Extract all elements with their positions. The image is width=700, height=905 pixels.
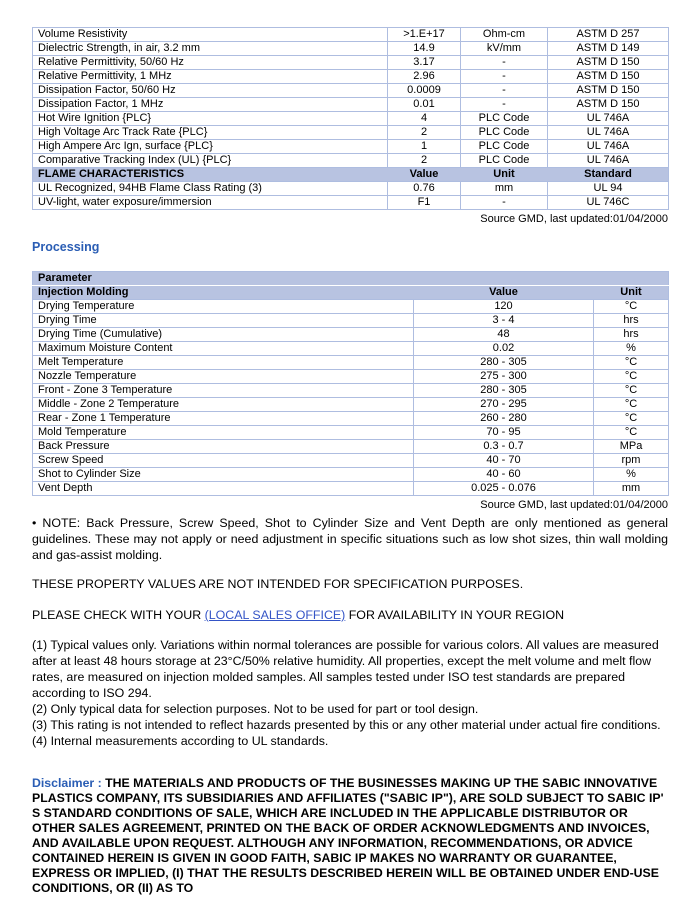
parameter-unit: rpm <box>594 454 669 468</box>
value-column-header: Value <box>414 286 594 300</box>
property-unit: PLC Code <box>461 140 548 154</box>
property-standard: UL 746A <box>548 154 669 168</box>
parameter-header-label: Parameter <box>33 272 669 286</box>
table-row <box>33 398 669 412</box>
parameter-unit: °C <box>594 398 669 412</box>
property-name: High Voltage Arc Track Rate {PLC} <box>33 126 388 140</box>
source-note: Source GMD, last updated:01/04/2000 <box>480 213 668 225</box>
property-standard: UL 746C <box>548 196 669 210</box>
parameter-unit: hrs <box>594 314 669 328</box>
property-name: Relative Permittivity, 1 MHz <box>33 70 388 84</box>
parameter-value: 280 - 305 <box>414 356 594 370</box>
property-unit: - <box>461 84 548 98</box>
parameter-name: Vent Depth <box>33 482 414 496</box>
processing-heading: Processing <box>32 240 100 254</box>
table-row <box>33 412 669 426</box>
footnotes-block <box>32 637 668 749</box>
parameter-name: Mold Temperature <box>33 426 414 440</box>
property-unit: - <box>461 196 548 210</box>
table-row <box>33 112 669 126</box>
parameter-value: 0.025 - 0.076 <box>414 482 594 496</box>
property-standard: ASTM D 150 <box>548 98 669 112</box>
source-note: Source GMD, last updated:01/04/2000 <box>480 499 668 511</box>
property-unit: - <box>461 70 548 84</box>
table-row <box>33 426 669 440</box>
parameter-name: Drying Temperature <box>33 300 414 314</box>
standard-column-header: Standard <box>548 168 669 182</box>
parameter-name: Drying Time <box>33 314 414 328</box>
property-unit: PLC Code <box>461 126 548 140</box>
property-unit: PLC Code <box>461 154 548 168</box>
table-row <box>33 56 669 70</box>
parameter-value: 3 - 4 <box>414 314 594 328</box>
parameter-value: 48 <box>414 328 594 342</box>
parameter-value: 275 - 300 <box>414 370 594 384</box>
parameter-unit: °C <box>594 356 669 370</box>
property-standard: ASTM D 150 <box>548 56 669 70</box>
parameter-unit: °C <box>594 370 669 384</box>
parameter-name: Screw Speed <box>33 454 414 468</box>
parameter-value: 120 <box>414 300 594 314</box>
property-unit: - <box>461 56 548 70</box>
table-row <box>33 98 669 112</box>
parameter-unit: hrs <box>594 328 669 342</box>
property-name: Comparative Tracking Index (UL) {PLC} <box>33 154 388 168</box>
property-value: 14.9 <box>388 42 461 56</box>
disclaimer-text: THE MATERIALS AND PRODUCTS OF THE BUSINESSES MAKING UP THE SABIC INNOVATIVE PLASTICS COMPANY, ITS SUBSIDIARIES AND AFFILIATES ("SABIC IP"), ARE SOLD SUBJECT TO SABIC IP' S STANDARD CONDITIONS OF SALE, WHICH ARE INCLUDED IN THE APPLICABLE DISTRIBUTOR OR OTHER SALES AGREEMENT, PRINTED ON THE BACK OF ORDER ACKNOWLEDGMENTS AND INVOICES, AND AVAILABLE UPON REQUEST. ALTHOUGH ANY INFORMATION, RECOMMENDATIONS, OR ADVICE CONTAINED HEREIN IS GIVEN IN GOOD FAITH, SABIC IP MAKES NO WARRANTY OR GUARANTEE, EXPRESS OR IMPLIED, (I) THAT THE RESULTS DESCRIBED HEREIN WILL BE OBTAINED UNDER END-USE CONDITIONS, OR (II) AS TO <box>32 776 664 895</box>
property-value: 0.76 <box>388 182 461 196</box>
flame-section-title: FLAME CHARACTERISTICS <box>33 168 388 182</box>
table-row <box>33 468 669 482</box>
property-standard: ASTM D 149 <box>548 42 669 56</box>
disclaimer-paragraph <box>32 776 668 896</box>
disclaimer-label: Disclaimer : <box>32 776 102 790</box>
table-row <box>33 140 669 154</box>
table-row <box>33 300 669 314</box>
table-row <box>33 342 669 356</box>
footnote-4: (4) Internal measurements according to UL standards. <box>32 734 329 748</box>
footnote-3: (3) This rating is not intended to reflect hazards presented by this or any other material under actual fire conditions. <box>32 718 661 732</box>
general-note-paragraph: • NOTE: Back Pressure, Screw Speed, Shot to Cylinder Size and Vent Depth are only mentioned as general guidelines. These may not apply or need adjustment in specific situations such as low shot sizes, thin wall molding and gas-assist molding. <box>32 516 668 562</box>
availability-line <box>32 607 668 623</box>
table-row <box>33 314 669 328</box>
footnote-2: (2) Only typical data for selection purposes. Not to be used for part or tool design. <box>32 702 479 716</box>
property-name: Dielectric Strength, in air, 3.2 mm <box>33 42 388 56</box>
table-row <box>33 182 669 196</box>
property-value: F1 <box>388 196 461 210</box>
table-row <box>33 440 669 454</box>
property-unit: - <box>461 98 548 112</box>
availability-prefix: PLEASE CHECK WITH YOUR <box>32 608 205 622</box>
footnote-1: (1) Typical values only. Variations within normal tolerances are possible for various colors. All values are measured after at least 48 hours storage at 23°C/50% relative humidity. All properties, except the melt volume and melt flow rates, are measured on injection molded samples. All samples tested under ISO test standards are prepared according to ISO 294. <box>32 638 659 700</box>
property-standard: ASTM D 257 <box>548 28 669 42</box>
property-standard: UL 746A <box>548 112 669 126</box>
parameter-value: 260 - 280 <box>414 412 594 426</box>
parameter-value: 270 - 295 <box>414 398 594 412</box>
table-row <box>33 482 669 496</box>
property-standard: ASTM D 150 <box>548 70 669 84</box>
unit-column-header: Unit <box>594 286 669 300</box>
parameter-name: Front - Zone 3 Temperature <box>33 384 414 398</box>
parameter-value: 40 - 60 <box>414 468 594 482</box>
injection-molding-label: Injection Molding <box>33 286 414 300</box>
table-row <box>33 126 669 140</box>
parameter-unit: % <box>594 342 669 356</box>
parameter-value: 70 - 95 <box>414 426 594 440</box>
electrical-properties-table <box>32 27 669 210</box>
property-name: High Ampere Arc Ign, surface {PLC} <box>33 140 388 154</box>
parameter-unit: MPa <box>594 440 669 454</box>
table-row <box>33 28 669 42</box>
property-standard: UL 746A <box>548 140 669 154</box>
flame-rows <box>33 182 669 210</box>
parameter-value: 0.02 <box>414 342 594 356</box>
parameter-unit: % <box>594 468 669 482</box>
property-unit: Ohm-cm <box>461 28 548 42</box>
property-name: Hot Wire Ignition {PLC} <box>33 112 388 126</box>
parameter-value: 40 - 70 <box>414 454 594 468</box>
parameter-name: Back Pressure <box>33 440 414 454</box>
parameter-name: Shot to Cylinder Size <box>33 468 414 482</box>
specification-note: THESE PROPERTY VALUES ARE NOT INTENDED FOR SPECIFICATION PURPOSES. <box>32 577 524 591</box>
property-standard: UL 94 <box>548 182 669 196</box>
flame-characteristics-header-row <box>33 168 669 182</box>
parameter-header-row <box>33 272 669 286</box>
property-name: UV-light, water exposure/immersion <box>33 196 388 210</box>
parameter-name: Rear - Zone 1 Temperature <box>33 412 414 426</box>
parameter-value: 0.3 - 0.7 <box>414 440 594 454</box>
local-sales-office-link[interactable]: (LOCAL SALES OFFICE) <box>204 608 346 622</box>
table-row <box>33 154 669 168</box>
parameter-value: 280 - 305 <box>414 384 594 398</box>
parameter-name: Middle - Zone 2 Temperature <box>33 398 414 412</box>
table-row <box>33 370 669 384</box>
property-value: 2 <box>388 126 461 140</box>
injection-molding-header-row <box>33 286 669 300</box>
parameter-unit: mm <box>594 482 669 496</box>
table-row <box>33 42 669 56</box>
electrical-rows <box>33 28 669 168</box>
property-value: 2.96 <box>388 70 461 84</box>
property-name: Dissipation Factor, 1 MHz <box>33 98 388 112</box>
property-standard: ASTM D 150 <box>548 84 669 98</box>
table-row <box>33 70 669 84</box>
property-value: 4 <box>388 112 461 126</box>
parameter-unit: °C <box>594 300 669 314</box>
table-row <box>33 356 669 370</box>
parameter-unit: °C <box>594 412 669 426</box>
property-standard: UL 746A <box>548 126 669 140</box>
table-row <box>33 454 669 468</box>
unit-column-header: Unit <box>461 168 548 182</box>
property-name: Relative Permittivity, 50/60 Hz <box>33 56 388 70</box>
parameter-name: Maximum Moisture Content <box>33 342 414 356</box>
property-value: 0.0009 <box>388 84 461 98</box>
property-unit: mm <box>461 182 548 196</box>
parameter-name: Drying Time (Cumulative) <box>33 328 414 342</box>
property-unit: kV/mm <box>461 42 548 56</box>
table-row <box>33 328 669 342</box>
table-row <box>33 384 669 398</box>
parameter-unit: °C <box>594 384 669 398</box>
property-value: 3.17 <box>388 56 461 70</box>
table-row <box>33 84 669 98</box>
parameter-name: Melt Temperature <box>33 356 414 370</box>
table-row <box>33 196 669 210</box>
property-name: Dissipation Factor, 50/60 Hz <box>33 84 388 98</box>
parameter-unit: °C <box>594 426 669 440</box>
property-value: 2 <box>388 154 461 168</box>
property-name: Volume Resistivity <box>33 28 388 42</box>
value-column-header: Value <box>388 168 461 182</box>
property-unit: PLC Code <box>461 112 548 126</box>
property-value: 0.01 <box>388 98 461 112</box>
injection-molding-table <box>32 271 669 496</box>
property-name: UL Recognized, 94HB Flame Class Rating (3) <box>33 182 388 196</box>
injection-molding-rows <box>33 300 669 496</box>
property-value: >1.E+17 <box>388 28 461 42</box>
parameter-name: Nozzle Temperature <box>33 370 414 384</box>
availability-suffix: FOR AVAILABILITY IN YOUR REGION <box>345 608 565 622</box>
property-value: 1 <box>388 140 461 154</box>
